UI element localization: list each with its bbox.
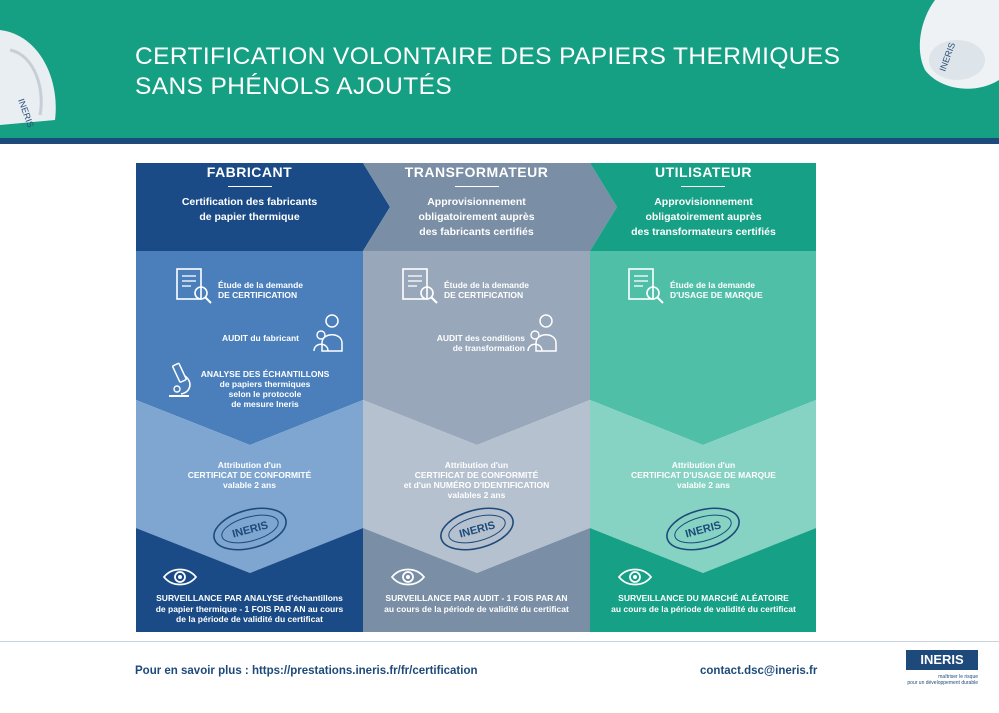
attribution-line: Attribution d'un xyxy=(217,460,282,470)
surveillance-line: au cours de la période de validité du certificat xyxy=(611,603,796,614)
logo-text: INERIS xyxy=(906,650,978,670)
desc-line: obligatoirement auprès xyxy=(645,211,762,223)
step-etude-transformateur xyxy=(444,280,529,300)
column-rule xyxy=(228,186,272,187)
document-check-icon xyxy=(401,267,441,305)
column-title-fabricant: FABRICANT xyxy=(206,164,293,180)
step-line: AUDIT des conditions xyxy=(436,333,525,343)
desc-line: Approvisionnement xyxy=(427,196,526,208)
step-line: D'USAGE DE MARQUE xyxy=(670,290,763,300)
surveillance-fabricant xyxy=(136,593,363,625)
document-check-icon xyxy=(627,267,667,305)
attribution-line: CERTIFICAT D'USAGE DE MARQUE xyxy=(631,470,776,480)
microscope-icon xyxy=(163,362,195,402)
desc-line: Approvisionnement xyxy=(654,196,753,208)
eye-icon xyxy=(390,566,426,588)
document-check-icon xyxy=(175,267,215,305)
attribution-fabricant xyxy=(136,460,363,490)
column-desc-utilisateur xyxy=(590,195,817,240)
column-title-transformateur: TRANSFORMATEUR xyxy=(404,164,549,180)
attribution-line: CERTIFICAT DE CONFORMITÉ xyxy=(187,470,312,480)
surveillance-line: au cours de la période de validité du certificat xyxy=(384,603,569,614)
svg-text:INERIS: INERIS xyxy=(16,97,36,129)
surveillance-line: de la période de validité du certificat xyxy=(176,614,323,624)
step-line: DE CERTIFICATION xyxy=(444,290,524,300)
attribution-line: valables 2 ans xyxy=(447,490,506,500)
logo-tagline-1: maîtriser le risque xyxy=(938,674,978,680)
ineris-stamp-icon xyxy=(210,506,290,552)
svg-text:INERIS: INERIS xyxy=(457,519,497,541)
desc-line: Certification des fabricants xyxy=(181,196,318,208)
step-line: selon le protocole xyxy=(228,389,302,399)
svg-text:INERIS: INERIS xyxy=(230,519,270,541)
audit-people-icon xyxy=(526,313,560,353)
column-desc-fabricant xyxy=(136,195,363,225)
attribution-line: CERTIFICAT DE CONFORMITÉ xyxy=(414,470,539,480)
step-etude-fabricant xyxy=(218,280,303,300)
attribution-utilisateur xyxy=(590,460,817,490)
title-line-2: SANS PHÉNOLS AJOUTÉS xyxy=(135,73,453,100)
attribution-line: Attribution d'un xyxy=(671,460,736,470)
footer-divider xyxy=(0,641,999,642)
step-line: de papiers thermiques xyxy=(219,379,311,389)
footer-more-info-link[interactable]: Pour en savoir plus : https://prestations.ineris.fr/fr/certification xyxy=(135,665,478,677)
step-line: Étude de la demande xyxy=(444,280,530,290)
attribution-transformateur xyxy=(363,460,590,500)
step-analyse-fabricant xyxy=(195,369,335,409)
attribution-line: Attribution d'un xyxy=(444,460,509,470)
step-line: de mesure Ineris xyxy=(231,399,299,409)
surveillance-utilisateur xyxy=(590,593,817,614)
surveillance-line: SURVEILLANCE PAR ANALYSE d'échantillons xyxy=(156,593,343,603)
svg-text:INERIS: INERIS xyxy=(937,41,958,73)
attribution-line: valable 2 ans xyxy=(677,480,730,490)
desc-line: des fabricants certifiés xyxy=(419,226,534,238)
attribution-line: valable 2 ans xyxy=(223,480,276,490)
eye-icon xyxy=(162,566,198,588)
logo-tagline xyxy=(906,674,978,686)
svg-text:INERIS: INERIS xyxy=(683,519,723,541)
title-line-1: CERTIFICATION VOLONTAIRE DES PAPIERS THERMIQUES xyxy=(135,43,841,70)
column-rule xyxy=(681,186,725,187)
desc-line: obligatoirement auprès xyxy=(418,211,535,223)
step-line: DE CERTIFICATION xyxy=(218,290,298,300)
ineris-logo xyxy=(906,650,978,696)
desc-line: des transformateurs certifiés xyxy=(631,226,776,238)
audit-people-icon xyxy=(312,313,346,353)
step-line: Étude de la demande xyxy=(670,280,756,290)
surveillance-line: SURVEILLANCE PAR AUDIT - 1 FOIS PAR AN xyxy=(385,593,568,603)
step-audit-transformateur xyxy=(405,333,525,353)
column-rule xyxy=(455,186,499,187)
surveillance-line: de papier thermique - 1 FOIS PAR AN au cours xyxy=(155,603,344,614)
column-title-utilisateur: UTILISATEUR xyxy=(654,164,752,180)
footer-contact-email[interactable]: contact.dsc@ineris.fr xyxy=(700,665,818,677)
surveillance-transformateur xyxy=(363,593,590,614)
eye-icon xyxy=(617,566,653,588)
step-etude-utilisateur xyxy=(670,280,763,300)
ineris-stamp-icon xyxy=(663,506,743,552)
desc-line: de papier thermique xyxy=(199,211,300,223)
step-line: Étude de la demande xyxy=(218,280,304,290)
step-audit-fabricant xyxy=(222,333,299,343)
step-line: AUDIT du fabricant xyxy=(222,333,299,343)
ineris-stamp-icon xyxy=(437,506,517,552)
logo-tagline-2: pour un développement durable xyxy=(907,680,978,686)
step-line: ANALYSE DES ÉCHANTILLONS xyxy=(200,369,330,379)
step-line: de transformation xyxy=(452,343,525,353)
surveillance-line: SURVEILLANCE DU MARCHÉ ALÉATOIRE xyxy=(618,593,789,603)
column-desc-transformateur xyxy=(363,195,590,240)
attribution-line: et d'un NUMÉRO D'IDENTIFICATION xyxy=(403,480,550,490)
